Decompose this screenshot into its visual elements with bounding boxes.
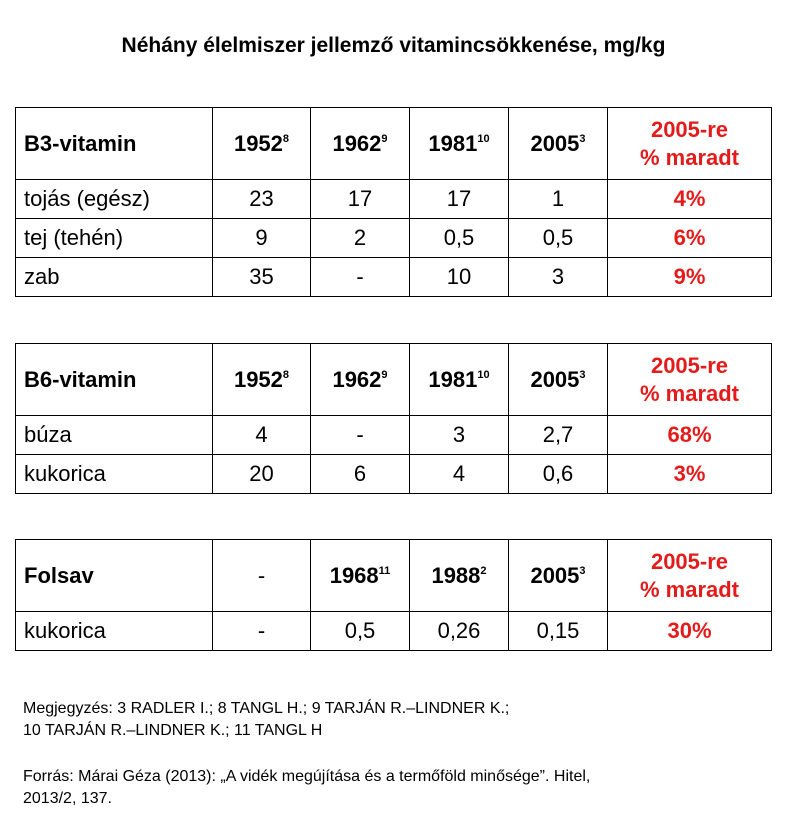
percent-cell: 9%: [608, 258, 772, 297]
value-cell: 35: [213, 258, 311, 297]
value-cell: 1: [509, 180, 608, 219]
food-label: kukorica: [16, 612, 213, 651]
value-cell: 0,6: [509, 455, 608, 494]
value-cell: -: [213, 612, 311, 651]
food-label: kukorica: [16, 455, 213, 494]
table-row: [16, 612, 772, 651]
value-cell: 23: [213, 180, 311, 219]
food-label: tojás (egész): [16, 180, 213, 219]
folsav-table: [15, 539, 772, 651]
percent-cell: 30%: [608, 612, 772, 651]
year-header: 1952$^8$: [213, 344, 311, 416]
notes: [23, 698, 773, 742]
percent-cell: 4%: [608, 180, 772, 219]
value-cell: 4: [213, 416, 311, 455]
value-cell: -: [311, 258, 410, 297]
table-row: [16, 416, 772, 455]
value-cell: 0,15: [509, 612, 608, 651]
notes-line: 10 TARJÁN R.–LINDNER K.; 11 TANGL H: [23, 722, 323, 739]
table-header-row: [16, 108, 772, 180]
year-header: 2005$^3$: [509, 344, 608, 416]
value-cell: 17: [311, 180, 410, 219]
remaining-percent-header: 2005-re % maradt: [608, 344, 772, 416]
year-header: -: [213, 540, 311, 612]
remaining-percent-header: 2005-re % maradt: [608, 540, 772, 612]
value-cell: 3: [410, 416, 509, 455]
table-row: [16, 180, 772, 219]
value-cell: 2: [311, 219, 410, 258]
value-cell: 0,26: [410, 612, 509, 651]
value-cell: 4: [410, 455, 509, 494]
food-label: tej (tehén): [16, 219, 213, 258]
table-row: [16, 455, 772, 494]
year-header: 2005$^3$: [509, 540, 608, 612]
year-header: 1968$^{11}$: [311, 540, 410, 612]
remaining-percent-header: 2005-re % maradt: [608, 108, 772, 180]
vitamin-label: Folsav: [16, 540, 213, 612]
value-cell: 6: [311, 455, 410, 494]
value-cell: 17: [410, 180, 509, 219]
b6-vitamin-table: [15, 343, 772, 494]
value-cell: 20: [213, 455, 311, 494]
value-cell: 3: [509, 258, 608, 297]
table-header-row: [16, 540, 772, 612]
percent-cell: 3%: [608, 455, 772, 494]
source-line: 2013/2, 137.: [23, 790, 112, 807]
year-header: 1981$^{10}$: [410, 108, 509, 180]
food-label: búza: [16, 416, 213, 455]
page-title: Néhány élelmiszer jellemző vitamincsökkenése, mg/kg: [121, 34, 666, 57]
year-header: 1952$^8$: [213, 108, 311, 180]
b3-vitamin-table: [15, 107, 772, 297]
vitamin-label: B6-vitamin: [16, 344, 213, 416]
year-header: 1988$^2$: [410, 540, 509, 612]
table-row: [16, 258, 772, 297]
year-header: 2005$^3$: [509, 108, 608, 180]
source: [23, 766, 773, 810]
value-cell: 10: [410, 258, 509, 297]
year-header: 1962$^9$: [311, 108, 410, 180]
year-header: 1962$^9$: [311, 344, 410, 416]
table-row: [16, 219, 772, 258]
year-header: 1981$^{10}$: [410, 344, 509, 416]
percent-cell: 6%: [608, 219, 772, 258]
percent-cell: 68%: [608, 416, 772, 455]
value-cell: 9: [213, 219, 311, 258]
value-cell: 0,5: [509, 219, 608, 258]
table-header-row: [16, 344, 772, 416]
food-label: zab: [16, 258, 213, 297]
value-cell: 0,5: [311, 612, 410, 651]
source-line: Forrás: Márai Géza (2013): „A vidék megújítása és a termőföld minősége”. Hitel,: [23, 768, 591, 785]
value-cell: 0,5: [410, 219, 509, 258]
value-cell: -: [311, 416, 410, 455]
notes-line: Megjegyzés: 3 RADLER I.; 8 TANGL H.; 9 TARJÁN R.–LINDNER K.;: [23, 700, 510, 717]
value-cell: 2,7: [509, 416, 608, 455]
vitamin-label: B3-vitamin: [16, 108, 213, 180]
